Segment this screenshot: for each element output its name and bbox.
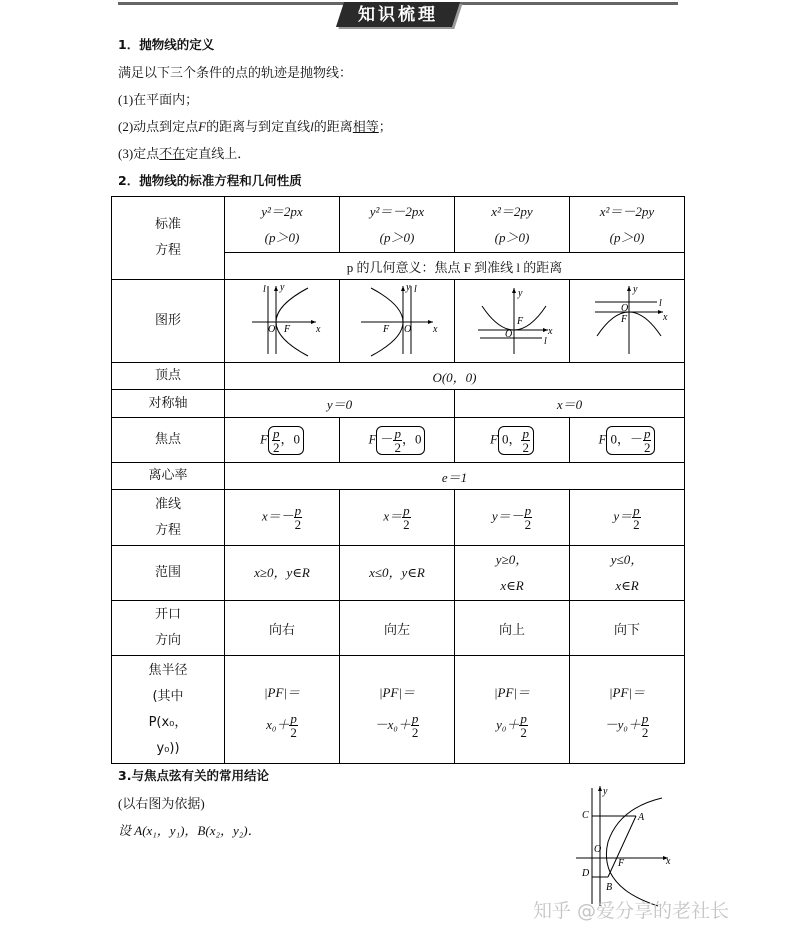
- row-header-axis: 对称轴: [112, 390, 225, 418]
- cell-figure-up: [455, 280, 570, 363]
- label-A: A: [638, 812, 645, 823]
- parabola-properties-table: [111, 196, 685, 764]
- cell-equation-up: x²＝2py (p＞0): [455, 197, 570, 253]
- label-F: F: [618, 858, 625, 869]
- row-header-opening: 开口 方向: [112, 601, 225, 656]
- cell-directrix-right: x＝－ $\frac{p}{2}$: [225, 490, 340, 546]
- label-O: O: [268, 324, 276, 335]
- cell-focal-radius-down: |PF|＝ －y₀＋ $\frac{p}{2}$: [570, 656, 685, 764]
- section3-heading: 3.与焦点弦有关的常用结论: [118, 768, 269, 783]
- parabola-left-figure: [347, 280, 447, 358]
- cell-equation-left: y²＝－2px (p＞0): [340, 197, 455, 253]
- cell-range-down: y≤0， x∈R: [570, 546, 685, 601]
- label-x: x: [433, 324, 438, 335]
- label-O: O: [621, 303, 629, 314]
- section3-let: 设 A(x₁，y₁)，B(x₂，y₂)．: [118, 823, 261, 838]
- row-header-vertex: 顶点: [112, 363, 225, 390]
- label-x: x: [548, 326, 553, 337]
- parabola-right-figure: [232, 280, 332, 358]
- cell-equation-right: y²＝2px (p＞0): [225, 197, 340, 253]
- parabola-down-figure: [577, 280, 677, 358]
- label-x: x: [663, 312, 668, 323]
- row-header-directrix: 准线 方程: [112, 490, 225, 546]
- section2-heading: 2．抛物线的标准方程和几何性质: [118, 173, 302, 188]
- label-l: l: [544, 336, 547, 347]
- label-y: y: [280, 282, 285, 293]
- condition-3: (3)定点不在定直线上．: [118, 146, 251, 161]
- label-l: l: [263, 284, 266, 295]
- cell-focus-down: F 0，－ $\frac{p}{2}$: [570, 418, 685, 463]
- cell-directrix-up: y＝－ $\frac{p}{2}$: [455, 490, 570, 546]
- cell-axis-horizontal: y＝0: [225, 390, 455, 418]
- label-y: y: [633, 284, 638, 295]
- label-O: O: [404, 324, 412, 335]
- watermark: 知乎 @爱分享的老社长: [533, 900, 730, 922]
- cell-opening-up: 向上: [455, 601, 570, 656]
- section1-heading: 1．抛物线的定义: [118, 37, 215, 52]
- cell-opening-right: 向右: [225, 601, 340, 656]
- label-C: C: [582, 810, 589, 821]
- label-y: y: [518, 288, 523, 299]
- label-D: D: [582, 868, 590, 879]
- banner-title: 知识梳理: [358, 5, 438, 25]
- row-header-focus: 焦点: [112, 418, 225, 463]
- parabola-up-figure: [462, 280, 562, 358]
- definition-intro: 满足以下三个条件的点的轨迹是抛物线：: [118, 65, 353, 80]
- label-O: O: [505, 329, 513, 340]
- cell-directrix-left: x＝ $\frac{p}{2}$: [340, 490, 455, 546]
- label-y: y: [406, 282, 411, 293]
- row-header-figure: 图形: [112, 280, 225, 363]
- label-l: l: [659, 298, 662, 309]
- section3-note: (以右图为依据): [118, 796, 205, 811]
- cell-equation-down: x²＝－2py (p＞0): [570, 197, 685, 253]
- label-F: F: [383, 324, 390, 335]
- row-header-focal-radius: 焦半径 (其中 P(x₀， y₀)): [112, 656, 225, 764]
- focal-chord-figure: [570, 780, 680, 908]
- label-O: O: [594, 844, 602, 855]
- cell-vertex: O(0，0): [225, 363, 685, 390]
- row-header-standard-equation: 标准 方程: [112, 197, 225, 280]
- cell-figure-right: [225, 280, 340, 363]
- cell-focus-left: F － $\frac{p}{2}$ ，0: [340, 418, 455, 463]
- cell-focal-radius-left: |PF|＝ －x₀＋ $\frac{p}{2}$: [340, 656, 455, 764]
- cell-range-left: x≤0，y∈R: [340, 546, 455, 601]
- label-x: x: [666, 856, 671, 867]
- cell-focus-up: F 0， $\frac{p}{2}$: [455, 418, 570, 463]
- cell-figure-left: [340, 280, 455, 363]
- row-header-range: 范围: [112, 546, 225, 601]
- cell-range-up: y≥0， x∈R: [455, 546, 570, 601]
- cell-figure-down: [570, 280, 685, 363]
- label-x: x: [316, 324, 321, 335]
- cell-opening-down: 向下: [570, 601, 685, 656]
- cell-opening-left: 向左: [340, 601, 455, 656]
- condition-1: (1)在平面内；: [118, 92, 199, 107]
- label-l: l: [414, 284, 417, 295]
- cell-focal-radius-right: |PF|＝ x₀＋ $\frac{p}{2}$: [225, 656, 340, 764]
- cell-axis-vertical: x＝0: [455, 390, 685, 418]
- cell-eccentricity: e＝1: [225, 463, 685, 490]
- cell-range-right: x≥0，y∈R: [225, 546, 340, 601]
- cell-p-meaning: p 的几何意义：焦点 F 到准线 l 的距离: [225, 253, 685, 280]
- row-header-eccentricity: 离心率: [112, 463, 225, 490]
- label-y: y: [603, 786, 608, 797]
- label-F: F: [517, 316, 524, 327]
- cell-directrix-down: y＝ $\frac{p}{2}$: [570, 490, 685, 546]
- cell-focal-radius-up: |PF|＝ y₀＋ $\frac{p}{2}$: [455, 656, 570, 764]
- label-F: F: [284, 324, 291, 335]
- cell-focus-right: F $\frac{p}{2}$ ，0: [225, 418, 340, 463]
- condition-2: (2)动点到定点F的距离与到定直线l的距离相等；: [118, 119, 392, 134]
- label-B: B: [606, 882, 613, 893]
- label-F: F: [621, 314, 628, 325]
